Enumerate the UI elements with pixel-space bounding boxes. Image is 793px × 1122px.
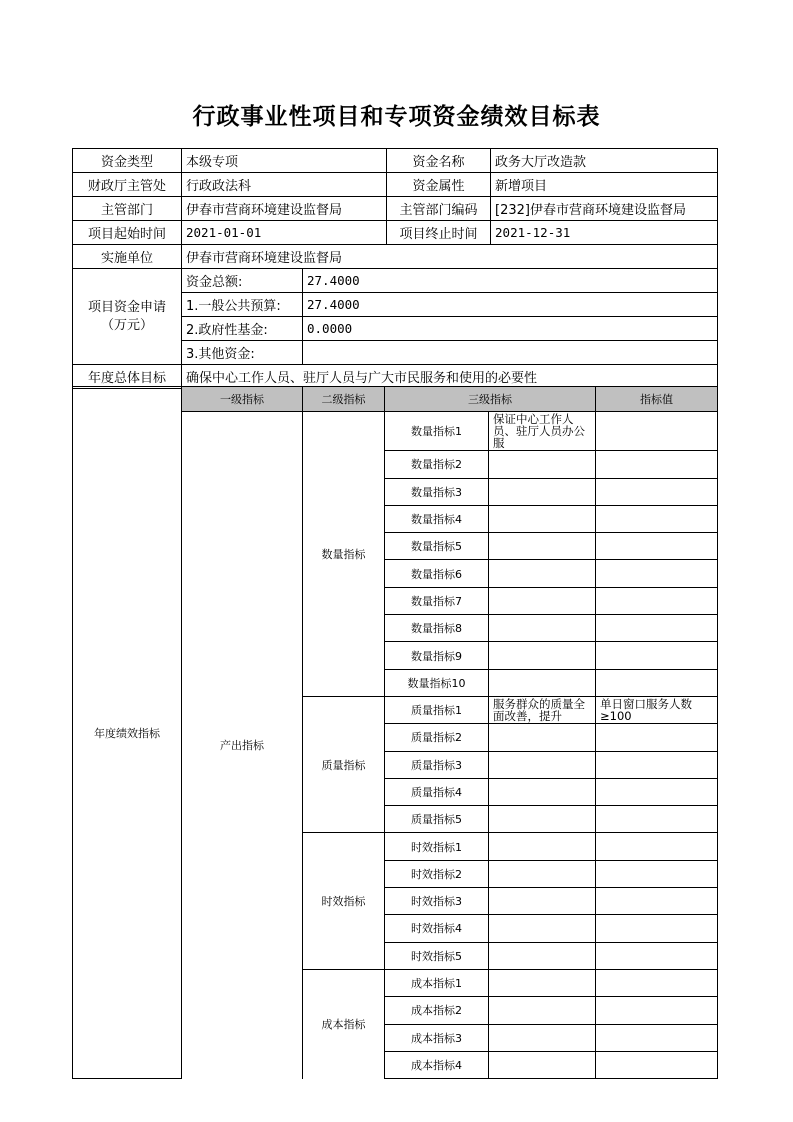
indicator-value	[596, 560, 718, 587]
level3-indicator-label: 数量指标5	[385, 533, 489, 560]
level3-indicator-label: 质量指标5	[385, 806, 489, 833]
level2-indicator: 时效指标	[303, 833, 385, 969]
level3-indicator-text	[489, 533, 596, 560]
level2-indicator: 数量指标	[303, 412, 385, 697]
supervisor-value: 伊春市营商环境建设监督局	[182, 197, 387, 221]
start-date-label: 项目起始时间	[73, 221, 182, 245]
end-date-value: 2021-12-31	[491, 221, 718, 245]
annual-goal-value: 确保中心工作人员、驻厅人员与广大市民服务和使用的必要性	[182, 365, 718, 389]
level3-indicator-label: 数量指标7	[385, 587, 489, 614]
fund-name-value: 政务大厅改造款	[491, 149, 718, 173]
level3-indicator-text	[489, 1051, 596, 1078]
indicator-value	[596, 778, 718, 805]
perf-section-label: 年度绩效指标	[73, 387, 182, 1079]
basic-info-table	[72, 148, 718, 389]
page-title: 行政事业性项目和专项资金绩效目标表	[192, 104, 601, 130]
level3-indicator-label: 数量指标1	[385, 412, 489, 451]
level3-indicator-text	[489, 478, 596, 505]
header-level3: 三级指标	[385, 387, 596, 412]
indicator-value	[596, 412, 718, 451]
level3-indicator-label: 质量指标1	[385, 696, 489, 723]
indicator-value	[596, 860, 718, 887]
indicator-value	[596, 997, 718, 1024]
level3-indicator-label: 数量指标4	[385, 505, 489, 532]
total-label: 资金总额:	[182, 269, 303, 293]
indicator-value	[596, 642, 718, 669]
other-fund-value	[303, 341, 718, 365]
level3-indicator-label: 数量指标2	[385, 451, 489, 478]
header-level2: 二级指标	[303, 387, 385, 412]
level3-indicator-label: 成本指标1	[385, 969, 489, 996]
indicator-value: 单日窗口服务人数≥100	[596, 696, 718, 723]
level3-indicator-text	[489, 997, 596, 1024]
general-budget-value: 27.4000	[303, 293, 718, 317]
level3-indicator-label: 数量指标9	[385, 642, 489, 669]
gov-fund-value: 0.0000	[303, 317, 718, 341]
level3-indicator-label: 数量指标10	[385, 669, 489, 696]
supervisor-code-label: 主管部门编码	[387, 197, 491, 221]
indicator-value	[596, 533, 718, 560]
impl-unit-label: 实施单位	[73, 245, 182, 269]
level3-indicator-label: 质量指标3	[385, 751, 489, 778]
level3-indicator-text	[489, 560, 596, 587]
level3-indicator-label: 时效指标4	[385, 915, 489, 942]
level3-indicator-label: 数量指标3	[385, 478, 489, 505]
level3-indicator-text	[489, 915, 596, 942]
supervisor-code-value: [232]伊春市营商环境建设监督局	[491, 197, 718, 221]
indicator-value	[596, 724, 718, 751]
performance-table	[72, 386, 718, 1079]
level3-indicator-label: 数量指标6	[385, 560, 489, 587]
level3-indicator-text	[489, 942, 596, 969]
level3-indicator-label: 成本指标3	[385, 1024, 489, 1051]
start-date-value: 2021-01-01	[182, 221, 387, 245]
header-level1: 一级指标	[182, 387, 303, 412]
finance-dept-value: 行政政法科	[182, 173, 387, 197]
fund-attr-value: 新增项目	[491, 173, 718, 197]
level3-indicator-text	[489, 833, 596, 860]
level3-indicator-text	[489, 642, 596, 669]
level3-indicator-text	[489, 669, 596, 696]
level3-indicator-text	[489, 860, 596, 887]
level3-indicator-text	[489, 587, 596, 614]
finance-dept-label: 财政厅主管处	[73, 173, 182, 197]
level3-indicator-text	[489, 724, 596, 751]
level3-indicator-label: 数量指标8	[385, 615, 489, 642]
level3-indicator-label: 时效指标1	[385, 833, 489, 860]
indicator-value	[596, 1051, 718, 1078]
indicator-value	[596, 888, 718, 915]
fund-type-label: 资金类型	[73, 149, 182, 173]
fund-name-label: 资金名称	[387, 149, 491, 173]
gov-fund-label: 2.政府性基金:	[182, 317, 303, 341]
fund-attr-label: 资金属性	[387, 173, 491, 197]
total-value: 27.4000	[303, 269, 718, 293]
indicator-value	[596, 587, 718, 614]
level3-indicator-text: 服务群众的质量全面改善，提升	[489, 696, 596, 723]
level2-indicator: 成本指标	[303, 969, 385, 1078]
indicator-value	[596, 505, 718, 532]
fund-apply-label: 项目资金申请（万元）	[73, 269, 182, 365]
indicator-value	[596, 969, 718, 996]
impl-unit-value: 伊春市营商环境建设监督局	[182, 245, 718, 269]
indicator-value	[596, 478, 718, 505]
level1-indicator: 产出指标	[182, 412, 303, 1079]
level3-indicator-text	[489, 451, 596, 478]
level3-indicator-label: 成本指标4	[385, 1051, 489, 1078]
indicator-value	[596, 669, 718, 696]
supervisor-label: 主管部门	[73, 197, 182, 221]
level3-indicator-text: 保证中心工作人员、驻厅人员办公服	[489, 412, 596, 451]
indicator-value	[596, 833, 718, 860]
indicator-value	[596, 942, 718, 969]
header-value: 指标值	[596, 387, 718, 412]
other-fund-label: 3.其他资金:	[182, 341, 303, 365]
indicator-value	[596, 615, 718, 642]
fund-type-value: 本级专项	[182, 149, 387, 173]
level3-indicator-label: 质量指标2	[385, 724, 489, 751]
general-budget-label: 1.一般公共预算:	[182, 293, 303, 317]
level3-indicator-label: 时效指标3	[385, 888, 489, 915]
indicator-value	[596, 806, 718, 833]
level3-indicator-text	[489, 969, 596, 996]
level3-indicator-text	[489, 615, 596, 642]
level3-indicator-label: 时效指标2	[385, 860, 489, 887]
annual-goal-label: 年度总体目标	[73, 365, 182, 389]
indicator-value	[596, 1024, 718, 1051]
indicator-value	[596, 451, 718, 478]
level3-indicator-label: 成本指标2	[385, 997, 489, 1024]
indicator-value	[596, 915, 718, 942]
level3-indicator-label: 时效指标5	[385, 942, 489, 969]
level2-indicator: 质量指标	[303, 696, 385, 832]
level3-indicator-text	[489, 888, 596, 915]
level3-indicator-label: 质量指标4	[385, 778, 489, 805]
level3-indicator-text	[489, 1024, 596, 1051]
indicator-value	[596, 751, 718, 778]
level3-indicator-text	[489, 751, 596, 778]
level3-indicator-text	[489, 505, 596, 532]
level3-indicator-text	[489, 778, 596, 805]
end-date-label: 项目终止时间	[387, 221, 491, 245]
level3-indicator-text	[489, 806, 596, 833]
